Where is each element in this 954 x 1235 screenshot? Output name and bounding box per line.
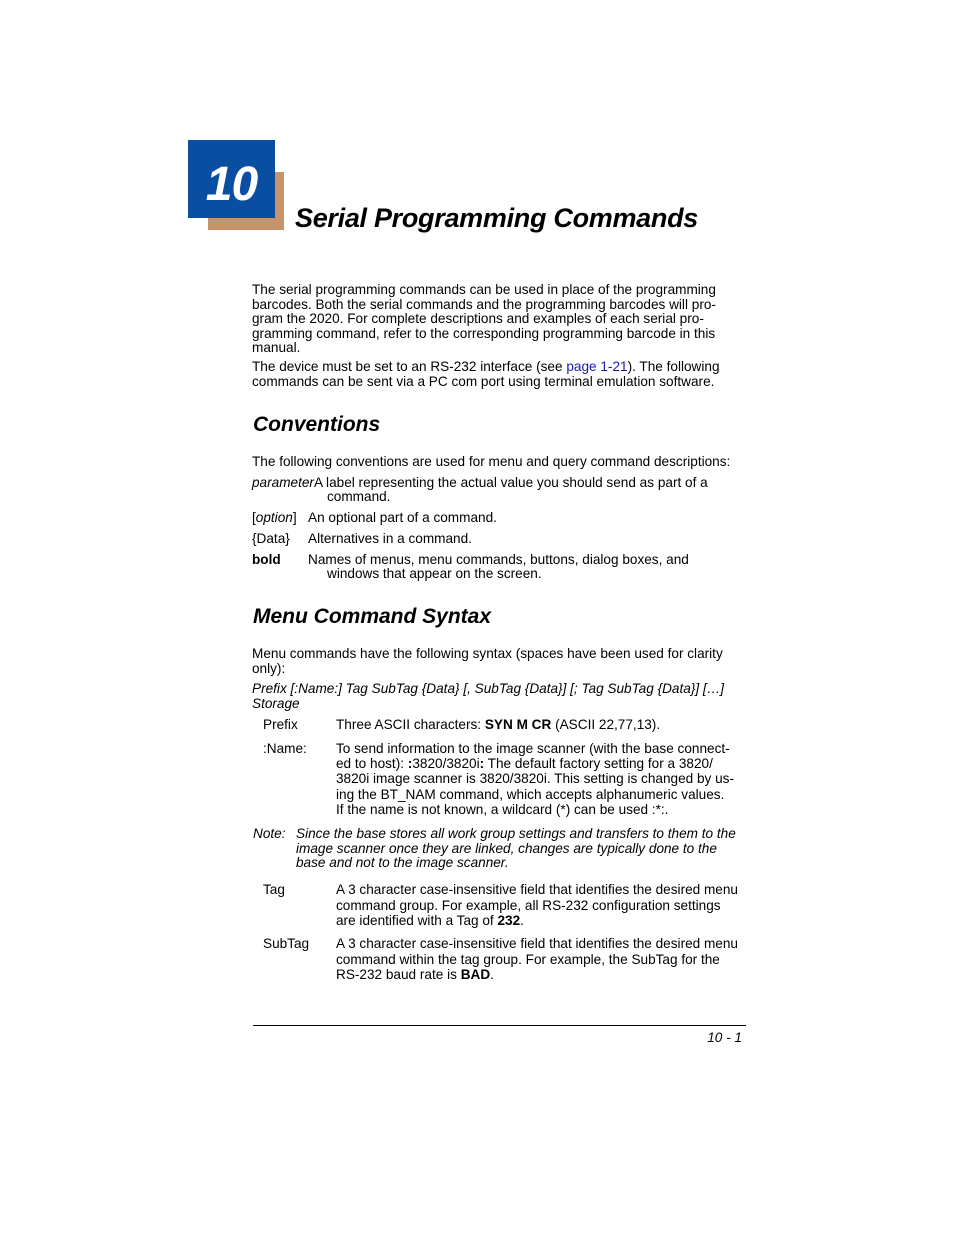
- data-definition: Alternatives in a command.: [308, 531, 472, 546]
- intro-line: barcodes. Both the serial commands and the programming barcodes will pro-: [252, 296, 716, 312]
- footer-rule: [253, 1025, 746, 1026]
- convention-parameter: [252, 476, 708, 491]
- conventions-heading: Conventions: [253, 413, 381, 436]
- intro-p2-line2: commands can be sent via a PC com port using terminal emulation software.: [252, 373, 715, 389]
- intro-paragraph-1: [252, 283, 746, 356]
- subtag-term: SubTag: [263, 936, 310, 951]
- parameter-definition: A label representing the actual value you should send as part of a: [313, 475, 708, 490]
- bold-definition: Names of menus, menu commands, buttons, dialog boxes, and: [308, 552, 689, 567]
- data-term: {Data}: [252, 531, 290, 546]
- tag-term: Tag: [263, 882, 285, 897]
- page-number: 10 - 1: [707, 1030, 742, 1045]
- note-text: Since the base stores all work group settings and transfers to them to the image scanner once they are linked, changes are typically done to the base and not to the image scanner.: [296, 826, 736, 871]
- menu-syntax-heading: Menu Command Syntax: [253, 605, 492, 628]
- syntax-pattern: Prefix [:Name:] Tag SubTag {Data} [, SubTag {Data}] [; Tag SubTag {Data}] […] Storage: [252, 681, 725, 711]
- intro-line: manual.: [252, 340, 301, 356]
- intro-p2-text: ). The following: [627, 359, 720, 374]
- intro-line: gramming command, refer to the corresponding programming barcode in this: [252, 325, 716, 341]
- page-reference-link[interactable]: page 1-21: [566, 359, 628, 374]
- prefix-definition: Three ASCII characters: SYN M CR (ASCII 22,77,13).: [336, 717, 661, 732]
- prefix-term: Prefix: [263, 717, 298, 732]
- chapter-title: Serial Programming Commands: [295, 203, 699, 233]
- intro-line: The serial programming commands can be used in place of the programming: [252, 282, 716, 297]
- name-definition: To send information to the image scanner (with the base connect- ed to host): :3820/3820i: The default factory setting for a 3820/ 3820i image scanner is 3820/3820i. This setting is changed by us- ing the BT_NAM command, which accepts alphanumeric values. If the name is not known, a wildcard (*) can be used :*:.: [336, 741, 734, 818]
- intro-line: gram the 2020. For complete descriptions and examples of each serial pro-: [252, 311, 704, 327]
- option-term: option: [255, 510, 293, 525]
- subtag-definition: A 3 character case-insensitive field that identifies the desired menu command within the tag group. For example, the SubTag for the RS-232 baud rate is BAD.: [336, 936, 738, 983]
- note-label: Note:: [253, 826, 286, 841]
- parameter-term: parameter: [252, 475, 314, 490]
- name-term: :Name:: [263, 741, 307, 756]
- convention-option-term: [option]: [252, 510, 297, 525]
- intro-p2-text: The device must be set to an RS-232 interface (see: [252, 359, 567, 374]
- tag-definition: A 3 character case-insensitive field that identifies the desired menu command group. For example, all RS-232 configuration settings are identified with a Tag of 232.: [336, 882, 738, 929]
- chapter-number: 10: [205, 158, 258, 211]
- option-definition: An optional part of a command.: [308, 510, 497, 525]
- parameter-definition-cont: command.: [327, 489, 391, 504]
- intro-paragraph-2: [252, 360, 746, 389]
- conventions-intro: The following conventions are used for menu and query command descriptions:: [252, 454, 731, 469]
- menu-syntax-intro: Menu commands have the following syntax (spaces have been used for clarity only):: [252, 646, 723, 676]
- bold-term: bold: [252, 552, 281, 567]
- bold-definition-cont: windows that appear on the screen.: [327, 566, 542, 581]
